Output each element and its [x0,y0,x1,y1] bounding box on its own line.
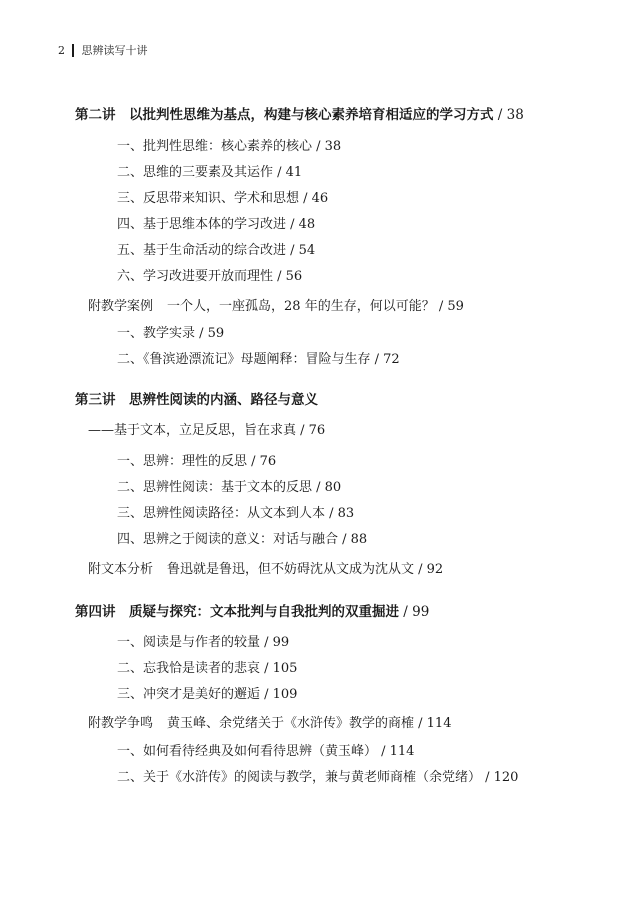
toc-item[interactable]: 一、思辨：理性的反思 / 76 [117,454,277,469]
chapter-title: 第四讲 质疑与探究：文本批判与自我批判的双重掘进 [75,604,399,620]
chapter-page: / 99 [399,604,430,620]
appendix-text: 黄玉峰、余党绪关于《水浒传》教学的商榷 / 114 [167,716,452,731]
book-title: 思辨读写十讲 [81,44,148,57]
toc-subtitle[interactable]: ——基于文本，立足反思，旨在求真 / 76 [88,423,326,438]
toc-item[interactable]: 二、《鲁滨逊漂流记》母题阐释：冒险与生存 / 72 [117,352,400,367]
toc-item[interactable]: 一、教学实录 / 59 [117,326,225,341]
toc-chapter-3[interactable] [75,388,318,408]
toc-item[interactable]: 三、冲突才是美好的邂逅 / 109 [117,687,298,702]
toc-item[interactable]: 一、如何看待经典及如何看待思辨（黄玉峰） / 114 [117,744,415,759]
appendix-text: 鲁迅就是鲁迅，但不妨碍沈从文成为沈从文 / 92 [167,562,444,577]
appendix-text: 一个人，一座孤岛，28 年的生存，何以可能？ / 59 [167,299,464,314]
toc-chapter-2[interactable] [75,103,524,123]
page-number: 2 [58,43,65,57]
toc-item[interactable]: 二、忘我恰是读者的悲哀 / 105 [117,661,298,676]
toc-item[interactable]: 一、批判性思维：核心素养的核心 / 38 [117,139,342,154]
chapter-title: 第三讲 思辨性阅读的内涵、路径与意义 [75,392,318,408]
toc-chapter-4[interactable] [75,600,429,620]
appendix-label: 附教学案例 [88,299,154,314]
running-header [58,42,148,58]
toc-item[interactable]: 四、基于思维本体的学习改进 / 48 [117,217,316,232]
toc-appendix[interactable] [88,712,451,731]
header-divider [72,44,74,57]
toc-item[interactable]: 五、基于生命活动的综合改进 / 54 [117,243,316,258]
appendix-label: 附教学争鸣 [88,716,154,731]
appendix-label: 附文本分析 [88,562,154,577]
chapter-page: / 38 [493,107,524,123]
toc-item[interactable]: 四、思辨之于阅读的意义：对话与融合 / 88 [117,532,368,547]
toc-item[interactable]: 三、思辨性阅读路径：从文本到人本 / 83 [117,506,355,521]
toc-item[interactable]: 二、关于《水浒传》的阅读与教学，兼与黄老师商榷（余党绪） / 120 [117,770,519,785]
toc-item[interactable]: 二、思辨性阅读：基于文本的反思 / 80 [117,480,342,495]
toc-item[interactable]: 六、学习改进要开放而理性 / 56 [117,269,303,284]
toc-appendix[interactable] [88,295,464,314]
toc-appendix[interactable] [88,558,443,577]
chapter-title: 第二讲 以批判性思维为基点，构建与核心素养培育相适应的学习方式 [75,107,494,123]
toc-item[interactable]: 一、阅读是与作者的较量 / 99 [117,635,290,650]
toc-item[interactable]: 二、思维的三要素及其运作 / 41 [117,165,303,180]
toc-item[interactable]: 三、反思带来知识、学术和思想 / 46 [117,191,329,206]
